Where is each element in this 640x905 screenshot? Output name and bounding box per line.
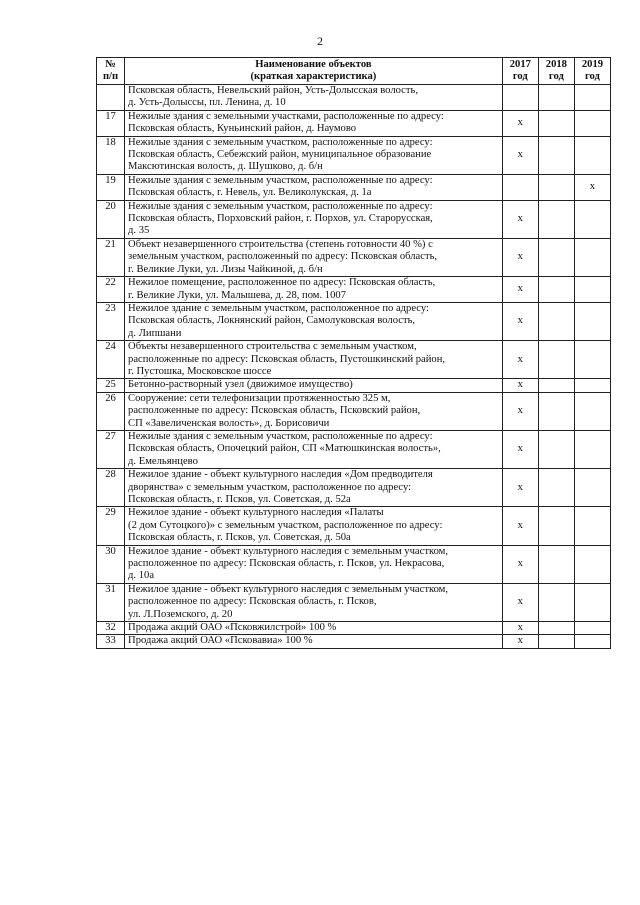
table-row xyxy=(97,430,611,468)
row-number: 31 xyxy=(97,583,125,621)
row-number: 29 xyxy=(97,507,125,545)
cell-2019 xyxy=(574,392,610,430)
row-description: Продажа акций ОАО «Псковжилстрой» 100 % xyxy=(125,622,503,635)
row-description: Объект незавершенного строительства (степень готовности 40 %) с земельным участком, расположенный по адресу: Псковская область, г. Великие Луки, ул. Лизы Чайкиной, д. б/н xyxy=(125,238,503,276)
table-row xyxy=(97,545,611,583)
table-row xyxy=(97,85,611,111)
cell-2018 xyxy=(538,469,574,507)
header-name: Наименование объектов (краткая характеристика) xyxy=(125,58,503,85)
cell-2018 xyxy=(538,341,574,379)
cell-2018 xyxy=(538,200,574,238)
cell-2019 xyxy=(574,583,610,621)
cell-2018 xyxy=(538,85,574,111)
cell-2018 xyxy=(538,136,574,174)
row-description: Нежилое здание - объект культурного наследия «Дом предводителя дворянства» с земельным участком, расположенное по адресу: Псковская область, г. Псков, ул. Советская, д. 52а xyxy=(125,469,503,507)
row-number: 21 xyxy=(97,238,125,276)
row-number: 17 xyxy=(97,110,125,136)
cell-2018 xyxy=(538,379,574,392)
cell-2017: x xyxy=(502,392,538,430)
row-description: Нежилые здания с земельным участком, расположенные по адресу: Псковская область, Себежский район, муниципальное образование Максютинская волость, д. Шушково, д. б/н xyxy=(125,136,503,174)
cell-2019 xyxy=(574,507,610,545)
cell-2017: x xyxy=(502,583,538,621)
cell-2019 xyxy=(574,622,610,635)
cell-2017: x xyxy=(502,622,538,635)
cell-2019: x xyxy=(574,174,610,200)
header-2018: 2018 год xyxy=(538,58,574,85)
cell-2017: x xyxy=(502,635,538,648)
cell-2017: x xyxy=(502,507,538,545)
table-row xyxy=(97,238,611,276)
cell-2019 xyxy=(574,379,610,392)
row-description: Нежилое здание - объект культурного наследия с земельным участком, расположенное по адресу: Псковская область, г. Псков, ул. Некрасова, д. 10а xyxy=(125,545,503,583)
table-row xyxy=(97,136,611,174)
table-row xyxy=(97,110,611,136)
table-row xyxy=(97,635,611,648)
row-number: 22 xyxy=(97,277,125,303)
cell-2017: x xyxy=(502,379,538,392)
cell-2018 xyxy=(538,622,574,635)
cell-2018 xyxy=(538,302,574,340)
table-row xyxy=(97,507,611,545)
table-row xyxy=(97,583,611,621)
cell-2018 xyxy=(538,507,574,545)
table-row xyxy=(97,302,611,340)
cell-2017: x xyxy=(502,469,538,507)
cell-2019 xyxy=(574,302,610,340)
cell-2017: x xyxy=(502,341,538,379)
cell-2018 xyxy=(538,635,574,648)
cell-2019 xyxy=(574,635,610,648)
row-description: Псковская область, Невельский район, Усть-Долысская волость, д. Усть-Долыссы, пл. Ленина, д. 10 xyxy=(125,85,503,111)
cell-2017: x xyxy=(502,302,538,340)
row-description: Нежилые здания с земельными участками, расположенные по адресу: Псковская область, Куньинский район, д. Наумово xyxy=(125,110,503,136)
cell-2019 xyxy=(574,341,610,379)
cell-2017 xyxy=(502,174,538,200)
row-number: 18 xyxy=(97,136,125,174)
objects-table xyxy=(96,57,611,649)
row-number: 33 xyxy=(97,635,125,648)
page-number: 2 xyxy=(317,34,323,48)
header-2019: 2019 год xyxy=(574,58,610,85)
cell-2018 xyxy=(538,277,574,303)
cell-2018 xyxy=(538,545,574,583)
cell-2019 xyxy=(574,85,610,111)
cell-2017: x xyxy=(502,200,538,238)
row-number: 23 xyxy=(97,302,125,340)
table-header-row xyxy=(97,58,611,85)
cell-2019 xyxy=(574,200,610,238)
row-description: Нежилые здания с земельным участком, расположенные по адресу: Псковская область, г. Невель, ул. Великолукская, д. 1а xyxy=(125,174,503,200)
row-description: Объекты незавершенного строительства с земельным участком, расположенные по адресу: Псковская область, Пустошкинский район, г. Пустошка, Московское шоссе xyxy=(125,341,503,379)
cell-2017: x xyxy=(502,136,538,174)
cell-2018 xyxy=(538,238,574,276)
row-description: Нежилые здания с земельным участком, расположенные по адресу: Псковская область, Порховский район, г. Порхов, ул. Старорусская, д. 35 xyxy=(125,200,503,238)
row-number: 32 xyxy=(97,622,125,635)
cell-2017: x xyxy=(502,430,538,468)
cell-2017 xyxy=(502,85,538,111)
row-number: 24 xyxy=(97,341,125,379)
row-number: 26 xyxy=(97,392,125,430)
cell-2017: x xyxy=(502,110,538,136)
table-row xyxy=(97,277,611,303)
cell-2019 xyxy=(574,136,610,174)
row-number: 25 xyxy=(97,379,125,392)
row-description: Бетонно-растворный узел (движимое имущество) xyxy=(125,379,503,392)
cell-2018 xyxy=(538,174,574,200)
row-description: Нежилое здание - объект культурного наследия с земельным участком, расположенное по адресу: Псковская область, г. Псков, ул. Л.Поземского, д. 20 xyxy=(125,583,503,621)
row-number xyxy=(97,85,125,111)
cell-2017: x xyxy=(502,545,538,583)
table-row xyxy=(97,174,611,200)
row-number: 27 xyxy=(97,430,125,468)
cell-2019 xyxy=(574,430,610,468)
row-number: 28 xyxy=(97,469,125,507)
table-row xyxy=(97,200,611,238)
table-row xyxy=(97,622,611,635)
cell-2018 xyxy=(538,430,574,468)
cell-2018 xyxy=(538,110,574,136)
row-description: Продажа акций ОАО «Псковавиа» 100 % xyxy=(125,635,503,648)
cell-2019 xyxy=(574,469,610,507)
row-description: Сооружение: сети телефонизации протяженностью 325 м, расположенные по адресу: Псковская область, Псковский район, СП «Завеличенская волость», д. Борисовичи xyxy=(125,392,503,430)
cell-2019 xyxy=(574,545,610,583)
cell-2019 xyxy=(574,277,610,303)
table-row xyxy=(97,392,611,430)
cell-2019 xyxy=(574,110,610,136)
cell-2017: x xyxy=(502,277,538,303)
table-row xyxy=(97,379,611,392)
row-description: Нежилые здания с земельным участком, расположенные по адресу: Псковская область, Опочецкий район, СП «Матюшкинская волость», д. Емельянцево xyxy=(125,430,503,468)
row-description: Нежилое помещение, расположенное по адресу: Псковская область, г. Великие Луки, ул. Малышева, д. 28, пом. 1007 xyxy=(125,277,503,303)
row-description: Нежилое здание с земельным участком, расположенное по адресу: Псковская область, Локнянский район, Самолуковская волость, д. Липшани xyxy=(125,302,503,340)
row-description: Нежилое здание - объект культурного наследия «Палаты (2 дом Сутоцкого)» с земельным участком, расположенное по адресу: Псковская область, г. Псков, ул. Советская, д. 50а xyxy=(125,507,503,545)
table-row xyxy=(97,469,611,507)
cell-2018 xyxy=(538,392,574,430)
row-number: 20 xyxy=(97,200,125,238)
table-row xyxy=(97,341,611,379)
row-number: 30 xyxy=(97,545,125,583)
cell-2017: x xyxy=(502,238,538,276)
cell-2018 xyxy=(538,583,574,621)
row-number: 19 xyxy=(97,174,125,200)
cell-2019 xyxy=(574,238,610,276)
header-num: № п/п xyxy=(97,58,125,85)
header-2017: 2017 год xyxy=(502,58,538,85)
